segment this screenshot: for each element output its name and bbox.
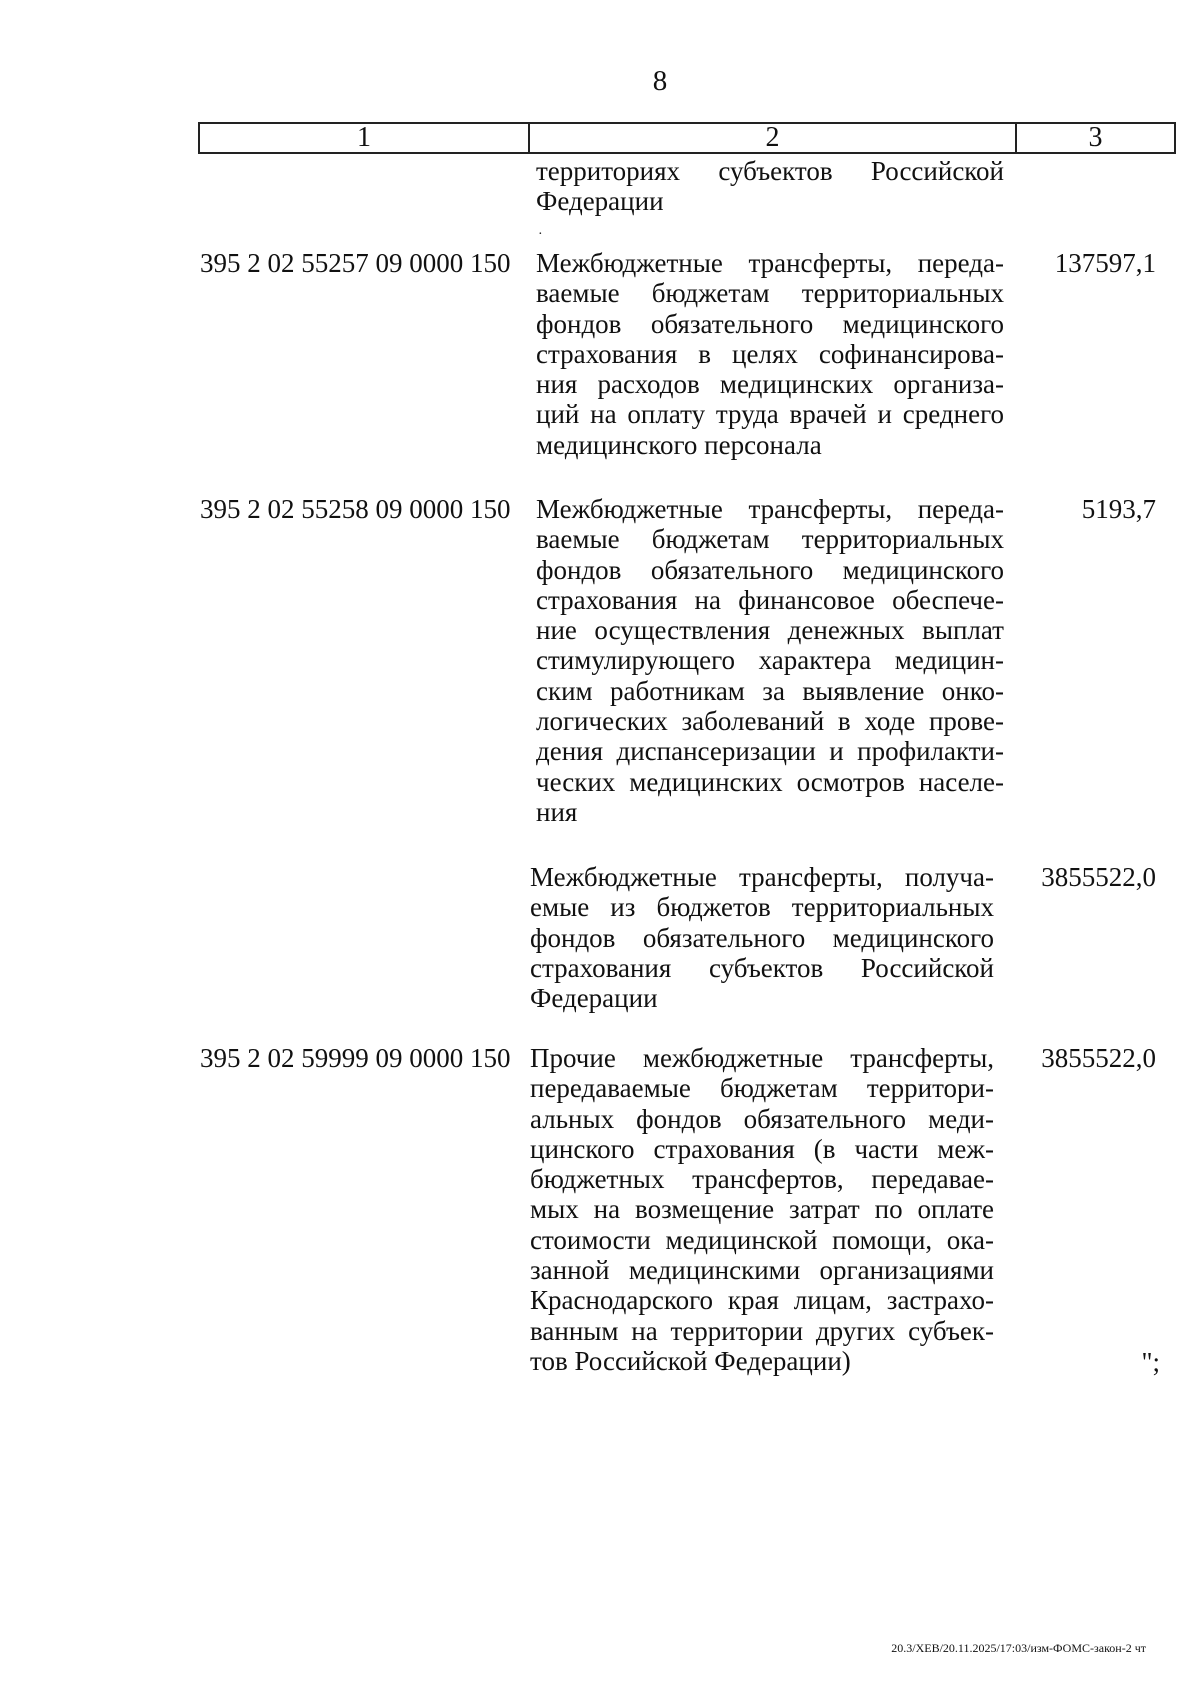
description-line: ванным на территории других субъек- xyxy=(530,1315,994,1346)
description-line: фондов обязательного медицинского xyxy=(536,308,1004,339)
description-line: Федерации xyxy=(530,983,658,1014)
description-line: тов Российской Федерации) xyxy=(530,1345,851,1376)
description-line: страхования на финансовое обеспече- xyxy=(536,584,1004,615)
budget-code: 395 2 02 59999 09 0000 150 xyxy=(200,1043,511,1073)
description-line: стимулирующего характера медицин- xyxy=(536,645,1004,676)
description-line: ваемые бюджетам территориальных xyxy=(536,278,1004,309)
description-line: ческих медицинских осмотров населе- xyxy=(536,766,1004,797)
description-line: логических заболеваний в ходе прове- xyxy=(536,706,1004,737)
row-description xyxy=(530,862,994,1013)
description-line: Межбюджетные трансферты, переда- xyxy=(536,248,1004,278)
description-line: емые из бюджетов территориальных xyxy=(530,892,994,923)
column-header-row xyxy=(198,122,1176,154)
column-header-2: 2 xyxy=(530,124,1017,152)
row-amount: 137597,1 xyxy=(1054,248,1156,278)
description-line: ций на оплату труда врачей и среднего xyxy=(536,399,1004,430)
row-description xyxy=(530,1043,994,1376)
description-line: мых на возмещение затрат по оплате xyxy=(530,1194,994,1225)
description-line: страхования субъектов Российской xyxy=(530,952,994,983)
description-line: территориях субъектов Российской xyxy=(536,156,1004,186)
description-line: медицинского персонала xyxy=(536,429,822,460)
description-line: ским работникам за выявление онко- xyxy=(536,675,1004,706)
description-line: страхования в целях софинансирова- xyxy=(536,338,1004,369)
description-line: Краснодарского края лицам, застрахо- xyxy=(530,1285,994,1316)
row-description xyxy=(536,494,1004,827)
description-line: ния xyxy=(536,796,578,827)
description-line: фондов обязательного медицинского xyxy=(536,554,1004,585)
description-line: ния расходов медицинских организа- xyxy=(536,369,1004,400)
description-line: Федерации xyxy=(536,186,664,217)
row-description xyxy=(536,156,1004,217)
row-amount: 3855522,0 xyxy=(1041,1043,1156,1073)
description-line: ваемые бюджетам территориальных xyxy=(536,524,1004,555)
row-description xyxy=(536,248,1004,460)
description-line: цинского страхования (в части меж- xyxy=(530,1133,994,1164)
column-header-1: 1 xyxy=(200,124,530,152)
footer-reference: 20.3/ХЕВ/20.11.2025/17:03/изм-ФОМС-закон-2 чт xyxy=(891,1641,1146,1655)
description-line: Межбюджетные трансферты, получа- xyxy=(530,862,994,892)
description-line: фондов обязательного медицинского xyxy=(530,922,994,953)
description-line: передаваемые бюджетам территори- xyxy=(530,1073,994,1104)
description-line: бюджетных трансфертов, передавае- xyxy=(530,1164,994,1195)
scan-artifact-dot: · xyxy=(538,227,543,242)
budget-code: 395 2 02 55257 09 0000 150 xyxy=(200,248,511,278)
row-amount: 3855522,0 xyxy=(1041,862,1156,892)
row-amount: 5193,7 xyxy=(1081,494,1156,524)
description-line: Межбюджетные трансферты, переда- xyxy=(536,494,1004,524)
budget-code: 395 2 02 55258 09 0000 150 xyxy=(200,494,511,524)
column-header-3: 3 xyxy=(1088,122,1103,153)
description-line: занной медицинскими организациями xyxy=(530,1255,994,1286)
description-line: стоимости медицинской помощи, ока- xyxy=(530,1224,994,1255)
closing-quote-mark: "; xyxy=(1141,1347,1160,1377)
page-number: 8 xyxy=(652,65,668,97)
description-line: ние осуществления денежных выплат xyxy=(536,615,1004,646)
description-line: Прочие межбюджетные трансферты, xyxy=(530,1043,994,1073)
description-line: альных фондов обязательного меди- xyxy=(530,1103,994,1134)
description-line: дения диспансеризации и профилакти- xyxy=(536,736,1004,767)
